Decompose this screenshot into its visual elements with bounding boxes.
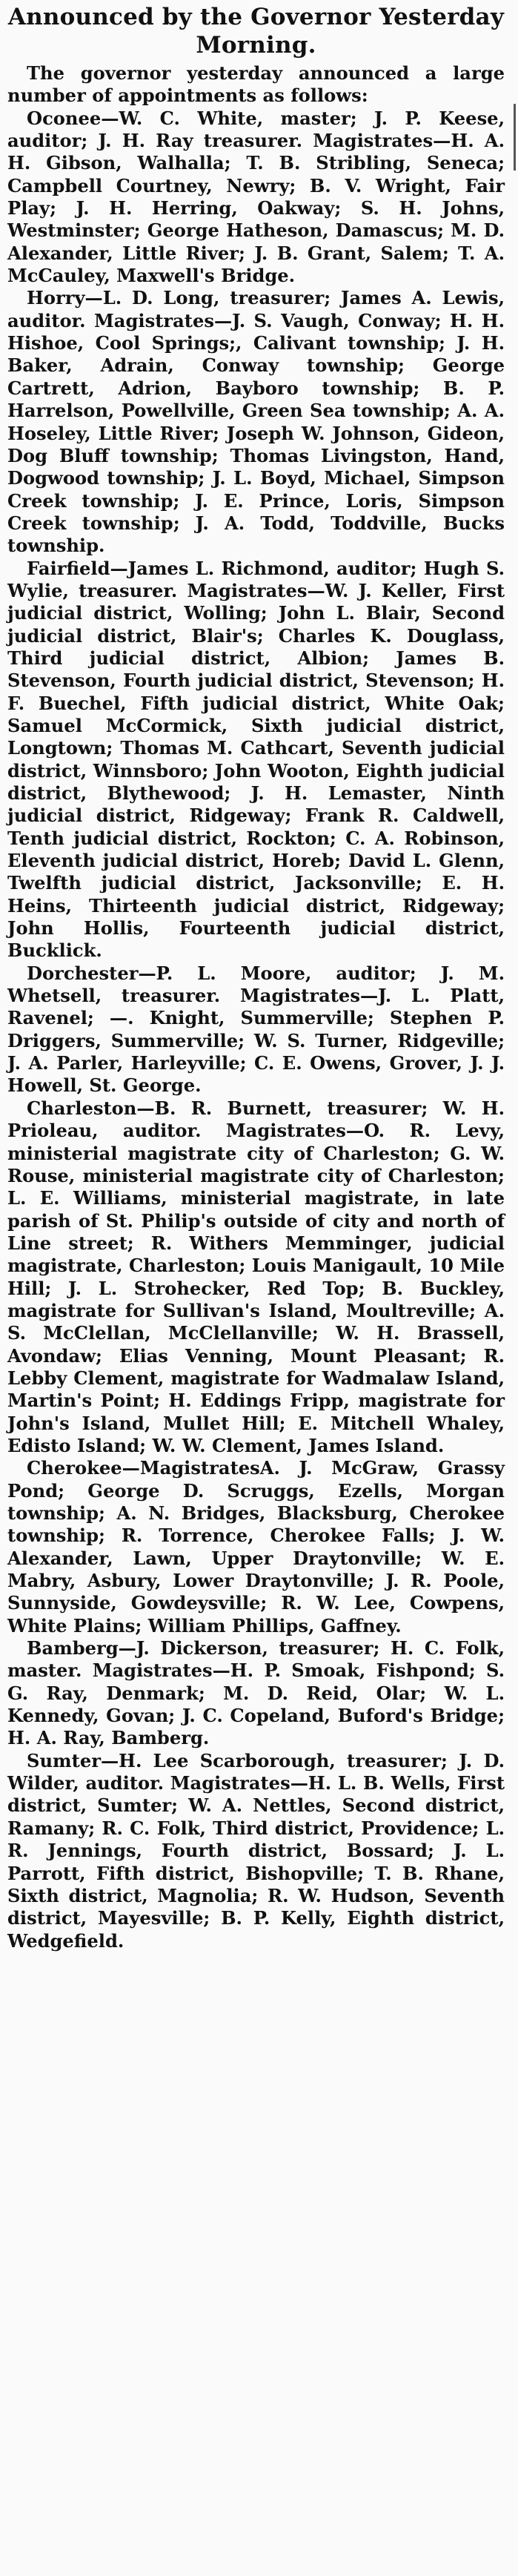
paragraph-intro: The governor yesterday announced a large number of appointments as follows: <box>7 62 505 107</box>
paragraph-bamberg: Bamberg—J. Dickerson, treasurer; H. C. Folk, master. Magistrates—H. P. Smoak, Fishpond; S. G. Ray, Denmark; M. D. Reid, Olar; W. L. Kennedy, Govan; J. C. Copeland, Buford's Bridge; H. A. Ray, Bamberg. <box>7 1637 505 1749</box>
paragraph-horry: Horry—L. D. Long, treasurer; James A. Lewis, auditor. Magistrates—J. S. Vaugh, Conway; H. H. Hishoe, Cool Springs;, Calivant township; J. H. Baker, Adrain, Conway township; George Cartrett, Adrion, Bayboro township; B. P. Harrelson, Powellville, Green Sea township; A. A. Hoseley, Little River; Joseph W. Johnson, Gideon, Dog Bluff township; Thomas Livingston, Hand, Dogwood township; J. L. Boyd, Michael, Simpson Creek township; J. E. Prince, Loris, Simpson Creek township; J. A. Todd, Toddville, Bucks township. <box>7 287 505 557</box>
article-body <box>7 62 505 1952</box>
paragraph-dorchester: Dorchester—P. L. Moore, auditor; J. M. Whetsell, treasurer. Magistrates—J. L. Platt, Ravenel; —. Knight, Summerville; Stephen P. Driggers, Summerville; W. S. Turner, Ridgeville; J. A. Parler, Harleyville; C. E. Owens, Grover, J. J. Howell, St. George. <box>7 962 505 1097</box>
column-rule <box>514 104 516 171</box>
paragraph-charleston: Charleston—B. R. Burnett, treasurer; W. H. Prioleau, auditor. Magistrates—O. R. Levy, ministerial magistrate city of Charleston; G. W. Rouse, ministerial magistrate city of Charleston; L. E. Williams, ministerial magistrate, in late parish of St. Philip's outside of city and north of Line street; R. Withers Memminger, judicial magistrate, Charleston; Louis Manigault, 10 Mile Hill; J. L. Strohecker, Red Top; B. Buckley, magistrate for Sullivan's Island, Moultreville; A. S. McClellan, McClellanville; W. H. Brassell, Avondaw; Elias Venning, Mount Pleasant; R. Lebby Clement, magistrate for Wadmalaw Island, Martin's Point; H. Eddings Fripp, magistrate for John's Island, Mullet Hill; E. Mitchell Whaley, Edisto Island; W. W. Clement, James Island. <box>7 1097 505 1456</box>
paragraph-cherokee: Cherokee—MagistratesA. J. McGraw, Grassy Pond; George D. Scruggs, Ezells, Morgan township; A. N. Bridges, Blacksburg, Cherokee township; R. Torrence, Cherokee Falls; J. W. Alexander, Lawn, Upper Draytonville; W. E. Mabry, Asbury, Lower Draytonville; J. R. Poole, Sunnyside, Gowdeysville; R. W. Lee, Cowpens, White Plains; William Phillips, Gaffney. <box>7 1457 505 1637</box>
paragraph-sumter: Sumter—H. Lee Scarborough, treasurer; J. D. Wilder, auditor. Magistrates—H. L. B. Wells, First district, Sumter; W. A. Nettles, Second district, Ramany; R. C. Folk, Third district, Providence; L. R. Jennings, Fourth district, Bossard; J. L. Parrott, Fifth district, Bishopville; T. B. Rhane, Sixth district, Magnolia; R. W. Hudson, Seventh district, Mayesville; B. P. Kelly, Eighth district, Wedgefield. <box>7 1749 505 1952</box>
paragraph-oconee: Oconee—W. C. White, master; J. P. Keese, auditor; J. H. Ray treasurer. Magistrates—H. A. H. Gibson, Walhalla; T. B. Stribling, Seneca; Campbell Courtney, Newry; B. V. Wright, Fair Play; J. H. Herring, Oakway; S. H. Johns, Westminster; George Hatheson, Damascus; M. D. Alexander, Little River; J. B. Grant, Salem; T. A. McCauley, Maxwell's Bridge. <box>7 107 505 287</box>
paragraph-fairfield: Fairfield—James L. Richmond, auditor; Hugh S. Wylie, treasurer. Magistrates—W. J. Keller, First judicial district, Wolling; John L. Blair, Second judicial district, Blair's; Charles K. Douglass, Third judicial district, Albion; James B. Stevenson, Fourth judicial district, Stevenson; H. F. Buechel, Fifth judicial district, White Oak; Samuel McCormick, Sixth judicial district, Longtown; Thomas M. Cathcart, Seventh judicial district, Winnsboro; John Wooton, Eighth judicial district, Blythewood; J. H. Lemaster, Ninth judicial district, Ridgeway; Frank R. Caldwell, Tenth judicial district, Rockton; C. A. Robinson, Eleventh judicial district, Horeb; David L. Glenn, Twelfth judicial district, Jacksonville; E. H. Heins, Thirteenth judicial district, Ridgeway; John Hollis, Fourteenth judicial district, Bucklick. <box>7 557 505 962</box>
headline: Announced by the Governor Yesterday Morning. <box>7 4 505 59</box>
